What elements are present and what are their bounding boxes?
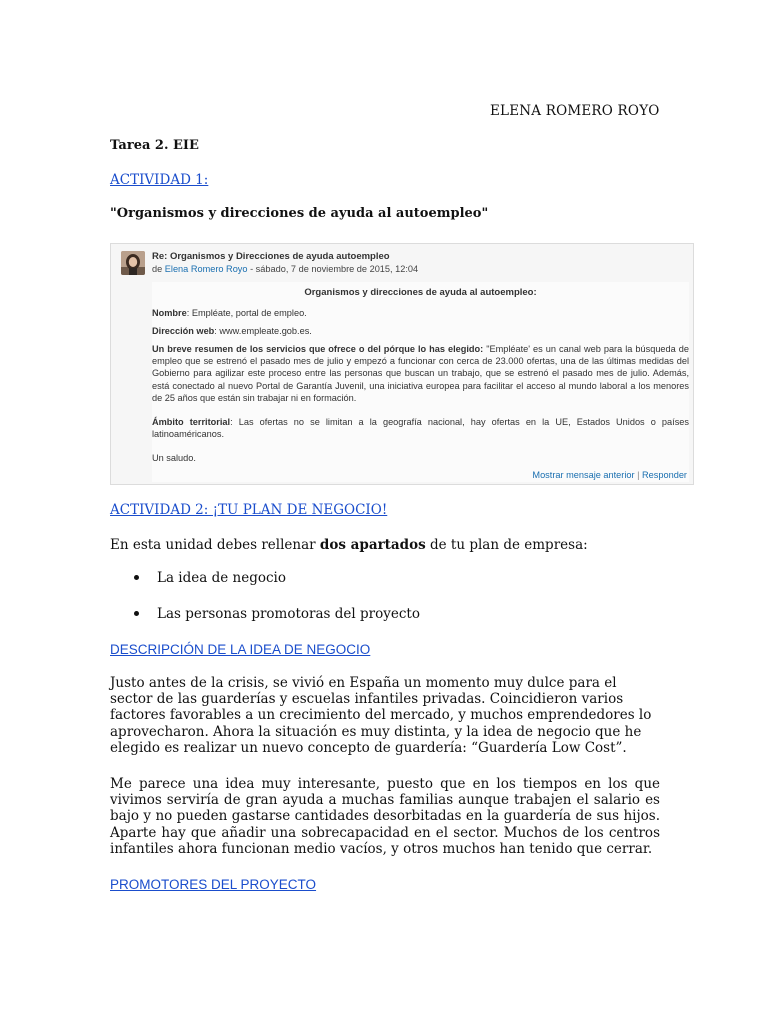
post-content	[152, 282, 689, 482]
section1-paragraph2: Me parece una idea muy interesante, puesto que en los tiempos en los que vivimos serviría de gran ayuda a muchas familias aunque trabajen el salario es bajo y no pueden gastarse cantidades desorbitadas en la guardería de sus hijos. Aparte hay que añadir una sobrecapacidad en el sector. Muchos de los centros infantiles ahora funcionan medio vacíos, y otros muchos han tenido que cerrar.	[110, 776, 660, 857]
show-parent-link[interactable]: Mostrar mensaje anterior	[532, 470, 635, 480]
list-item	[110, 596, 420, 632]
post-subject: Re: Organismos y Direcciones de ayuda autoempleo	[152, 251, 390, 262]
resumen-value: "Empléate' es un canal web para la búsqueda de empleo que se estrenó el pasado mes de julio y empezó a funcionar con cerca de 23.000 ofertas, una de las últimas medidas del Gobierno para agilizar este proceso entre las personas que buscan un trabajo, que se estrenó el pasado mes de julio. Además, está conectado al nuevo Portal de Garantía Juvenil, una iniciativa europea para facilitar el acceso al mundo laboral a los menores de 25 años que están sin trabajar ni en formación.	[152, 344, 689, 403]
ambito-value: : Las ofertas no se limitan a la geografía nacional, hay ofertas en la UE, Estados Unidos o países latinoaméricanos.	[152, 417, 690, 440]
nombre-value: : Empléate, portal de empleo.	[186, 308, 307, 318]
resumen-label: Un breve resumen de los servicios que ofrece o del pórque lo has elegido:	[152, 344, 484, 354]
post-nombre	[152, 307, 689, 319]
forum-post-screenshot	[110, 243, 694, 485]
list-item	[110, 560, 420, 596]
post-date: - sábado, 7 de noviembre de 2015, 12:04	[247, 264, 419, 274]
nombre-label: Nombre	[152, 308, 187, 318]
post-content-title: Organismos y direcciones de ayuda al autoempleo:	[304, 287, 537, 298]
task-title: Tarea 2. EIE	[110, 138, 199, 153]
by-prefix: de	[152, 264, 165, 274]
direccion-value: : www.empleate.gob.es.	[214, 326, 312, 336]
direccion-label: Dirección web	[152, 326, 215, 336]
section1-paragraph1: Justo antes de la crisis, se vivió en España un momento muy dulce para el sector de las guarderías y escuelas infantiles privadas. Coincidieron varios factores favorables a un crecimiento del mercado, y muchos emprendedores lo aprovecharon. Ahora la situación es muy distinta, y la idea de negocio que he elegido es realizar un nuevo concepto de guardería: “Guardería Low Cost”.	[110, 675, 652, 756]
intro-paragraph	[110, 537, 588, 553]
bullet-icon	[134, 611, 139, 616]
post-greeting: Un saludo.	[152, 453, 196, 463]
reply-link[interactable]: Responder	[642, 470, 687, 480]
bullet-icon	[134, 575, 139, 580]
activity1-title: "Organismos y direcciones de ayuda al autoempleo"	[110, 206, 489, 221]
footer-separator: |	[634, 470, 643, 480]
activity2-heading-link[interactable]: ACTIVIDAD 2: ¡TU PLAN DE NEGOCIO!	[110, 502, 388, 518]
post-ambito	[152, 416, 689, 440]
bullet-list	[110, 560, 420, 632]
intro-after: de tu plan de empresa:	[425, 537, 588, 553]
activity1-heading-link[interactable]: ACTIVIDAD 1:	[110, 172, 209, 188]
avatar	[121, 251, 145, 275]
post-author-link[interactable]: Elena Romero Royo	[164, 264, 248, 274]
post-direccion	[152, 325, 689, 337]
bullet-text: La idea de negocio	[157, 570, 286, 586]
post-byline	[152, 264, 418, 274]
section2-heading-link[interactable]: PROMOTORES DEL PROYECTO	[110, 877, 317, 892]
post-footer	[532, 470, 687, 480]
post-resumen	[152, 343, 689, 404]
bullet-text: Las personas promotoras del proyecto	[157, 606, 420, 622]
author-name: ELENA ROMERO ROYO	[490, 103, 660, 119]
intro-bold: dos apartados	[319, 537, 426, 553]
section1-heading-link[interactable]: DESCRIPCIÓN DE LA IDEA DE NEGOCIO	[110, 642, 371, 657]
ambito-label: Ámbito territorial	[152, 417, 231, 427]
intro-before: En esta unidad debes rellenar	[110, 537, 320, 553]
